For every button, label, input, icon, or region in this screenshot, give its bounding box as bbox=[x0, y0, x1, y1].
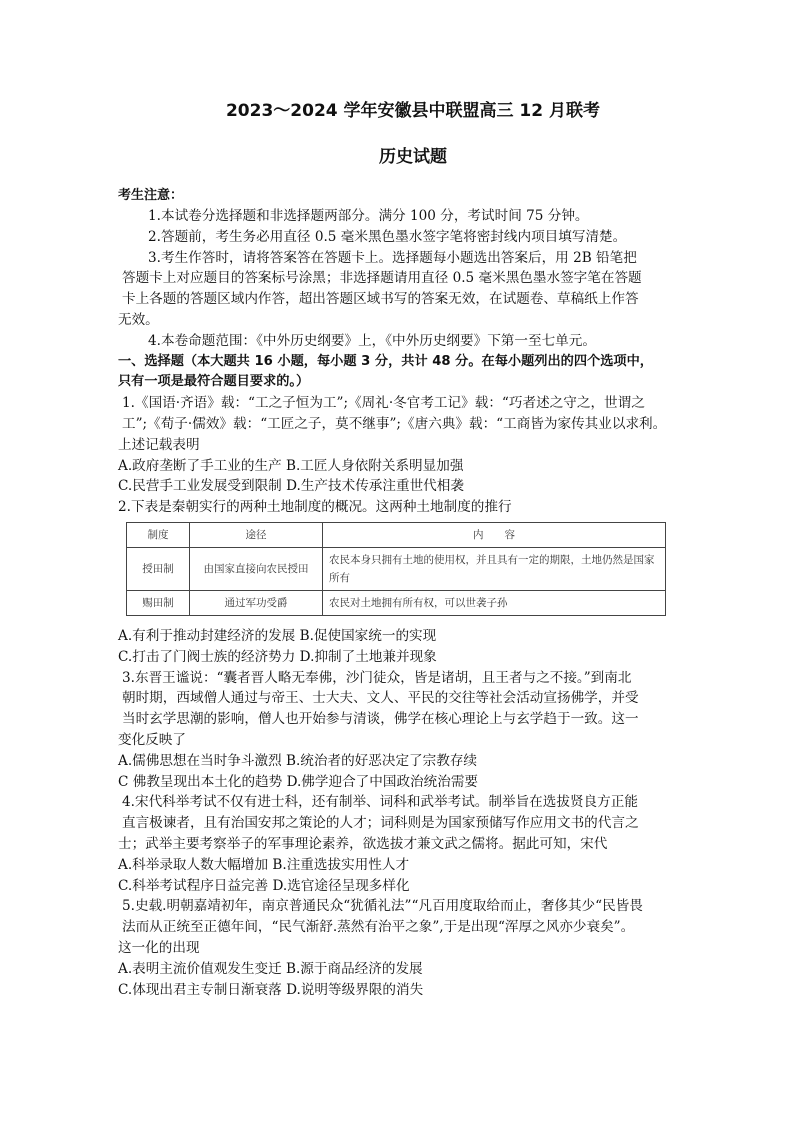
text-line: 士；武举主要考察举子的军事理论素养，欲选拔才兼文武之儒将。据此可知，宋代 bbox=[118, 835, 608, 852]
text-line: 法而从正统至正德年间，“民气渐舒.蒸然有治平之象”,于是出现“浑厚之风亦少衰矣”。 bbox=[122, 919, 635, 936]
table-header: 制度 bbox=[127, 522, 190, 547]
text-line: A.科举录取人数大幅增加 B.注重选拔实用性人才 bbox=[118, 856, 410, 873]
table-header-row bbox=[127, 522, 666, 547]
table-cell: 农民本身只拥有土地的使用权，并且具有一定的期限，土地仍然是国家所有 bbox=[323, 547, 666, 590]
text-line: 2.答题前，考生务必用直径 0.5 毫米黑色墨水签字笔将密封线内项目填写清楚。 bbox=[148, 228, 627, 245]
text-line: C.体现出君主专制日渐衰落 D.说明等级界限的消失 bbox=[118, 981, 424, 998]
table-row bbox=[127, 547, 666, 590]
table-cell: 授田制 bbox=[127, 547, 190, 590]
text-line: A.儒佛思想在当时争斗激烈 B.统治者的好恶决定了宗教存续 bbox=[118, 752, 478, 769]
text-line: 无效。 bbox=[118, 311, 159, 328]
table-header: 途径 bbox=[190, 522, 323, 547]
text-line: C.民营手工业发展受到限制 D.生产技术传承注重世代相袭 bbox=[118, 478, 464, 495]
table-row bbox=[127, 590, 666, 615]
text-line: A.政府垄断了手工业的生产 B.工匠人身依附关系明显加强 bbox=[118, 457, 464, 474]
text-line: 当时玄学思潮的影响，僧人也开始参与清谈，佛学在核心理论上与玄学趋于一致。这一 bbox=[122, 711, 639, 728]
text-line: 1.本试卷分选择题和非选择题两部分。满分 100 分，考试时间 75 分钟。 bbox=[148, 208, 589, 224]
text-line: 一、选择题（本大题共 16 小题，每小题 3 分，共计 48 分。在每小题列出的四个选项中， bbox=[118, 353, 653, 369]
text-line: 变化反映了 bbox=[118, 731, 186, 748]
text-line: 4.本卷命题范围：《中外历史纲要》上，《中外历史纲要》下第一至七单元。 bbox=[148, 332, 596, 349]
notice-heading: 考生注意： bbox=[118, 188, 184, 203]
text-line: 1.《国语·齐语》载：“工之子恒为工”;《周礼·冬官考工记》载：“巧者述之守之，世谓之 bbox=[122, 395, 645, 412]
notice-and-questions-1-2 bbox=[118, 206, 698, 518]
text-line: 只有一项是最符合题目要求的。） bbox=[118, 374, 310, 390]
exam-subject: 历史试题 bbox=[379, 147, 447, 167]
text-line: A.有利于推动封建经济的发展 B.促使国家统一的实现 bbox=[118, 627, 437, 644]
text-line: 3.东晋王谧说：“囊者晋人略无奉佛，沙门徒众，皆是诸胡，且王者与之不接。”到南北 bbox=[122, 669, 632, 686]
text-line: 答题卡上对应题目的答案标号涂黑；非选择题请用直径 0.5 毫米黑色墨水签字笔在答题 bbox=[122, 270, 642, 287]
table-header: 内 容 bbox=[323, 522, 666, 547]
text-line: C 佛教呈现出本土化的趋势 D.佛学迎合了中国政治统治需要 bbox=[118, 773, 479, 790]
text-line: A.表明主流价值观发生变迁 B.源于商品经济的发展 bbox=[118, 960, 423, 977]
text-line: 朝时期，西域僧人通过与帝王、士大夫、文人、平民的交往等社会活动宣扬佛学，并受 bbox=[122, 690, 639, 707]
exam-page bbox=[118, 96, 698, 1000]
table-cell: 赐田制 bbox=[127, 590, 190, 615]
text-line: C.打击了门阀士族的经济势力 D.抑制了土地兼并现象 bbox=[118, 648, 437, 665]
text-line: 5.史载.明朝嘉靖初年，南京普通民众“犹循礼法”“凡百用度取给而止，奢侈其少“民皆畏 bbox=[122, 898, 643, 915]
table-cell: 农民对土地拥有所有权，可以世袭子孙 bbox=[323, 590, 666, 615]
text-line: 4.宋代科举考试不仅有进士科，还有制举、词科和武举考试。制举旨在选拔贤良方正能 bbox=[122, 794, 638, 811]
questions-2-5 bbox=[118, 626, 698, 1000]
text-line: C.科举考试程序日益完善 D.选官途径呈现多样化 bbox=[118, 877, 410, 894]
table-cell: 通过军功受爵 bbox=[190, 590, 323, 615]
text-line: 上述记载表明 bbox=[118, 436, 200, 453]
exam-title: 2023～2024 学年安徽县中联盟高三 12 月联考 bbox=[225, 101, 601, 121]
text-line: 这一化的出现 bbox=[118, 939, 200, 956]
text-line: 3.考生作答时，请将答案答在答题卡上。选择题每小题选出答案后，用 2B 铅笔把 bbox=[148, 249, 637, 266]
text-line: 2.下表是秦朝实行的两种土地制度的概况。这两种土地制度的推行 bbox=[118, 499, 512, 516]
text-line: 直言极谏者，且有治国安邦之策论的人才；词科则是为国家预储写作应用文书的代言之 bbox=[122, 815, 639, 832]
land-system-table bbox=[126, 522, 666, 616]
table-cell: 由国家直接向农民授田 bbox=[190, 547, 323, 590]
text-line: 卡上各题的答题区域内作答，超出答题区域书写的答案无效，在试题卷、草稿纸上作答 bbox=[122, 291, 639, 308]
text-line: 工”;《荀子·儒效》载：“工匠之子，莫不继事”;《唐六典》载：“工商皆为家传其业以求利。 bbox=[122, 415, 667, 432]
